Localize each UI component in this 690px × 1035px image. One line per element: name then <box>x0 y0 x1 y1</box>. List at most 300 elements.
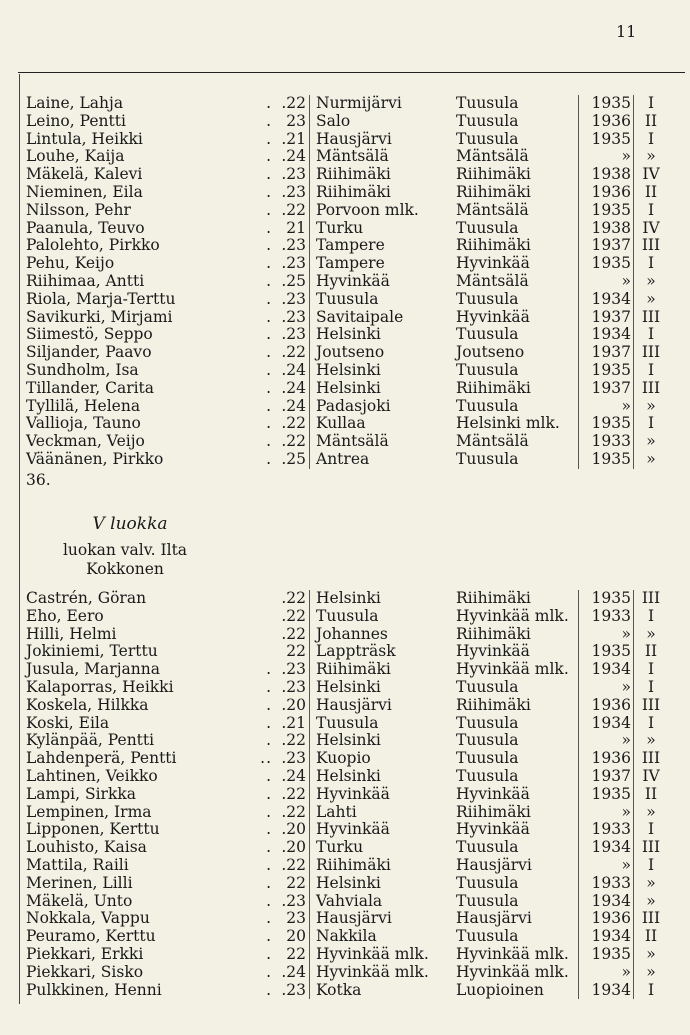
home-municipality: Riihimäki <box>456 378 531 397</box>
entry-class: I <box>647 980 655 999</box>
birthplace: Kuopio <box>316 749 371 768</box>
home-municipality: Tuusula <box>456 111 519 130</box>
table-row <box>0 893 690 911</box>
entry-class: I <box>647 660 655 679</box>
student-age: 21 <box>270 220 310 238</box>
entry-class: » <box>646 802 656 821</box>
leader-dots: . <box>266 200 272 219</box>
table-row <box>0 291 690 309</box>
entry-class: III <box>641 378 661 397</box>
student-name: Lampi, Sirkka <box>26 784 136 803</box>
student-age: .24 <box>270 380 310 398</box>
home-municipality: Hyvinkää <box>456 642 530 661</box>
table-row <box>0 148 690 166</box>
table-row <box>0 326 690 344</box>
leader-dots: . <box>266 94 272 112</box>
header-rule <box>18 72 685 73</box>
student-age: .20 <box>270 821 310 839</box>
student-age: .22 <box>270 626 310 644</box>
leader-dots: . <box>266 236 272 255</box>
student-age: .23 <box>270 661 310 679</box>
student-age: .22 <box>270 786 310 804</box>
entry-class: » <box>646 891 656 910</box>
student-name: Eho, Eero <box>26 606 104 625</box>
entry-class: » <box>646 396 656 415</box>
leader-dots: . <box>266 891 272 910</box>
birthplace: Helsinki <box>316 766 381 785</box>
leader-dots: . <box>266 784 272 803</box>
student-age: .25 <box>270 451 310 469</box>
home-municipality: Hausjärvi <box>456 909 532 928</box>
entry-class: III <box>641 909 661 928</box>
leader-dots: . <box>266 165 272 184</box>
student-age: .22 <box>270 590 310 608</box>
entry-class: IV <box>642 165 660 184</box>
student-age: .23 <box>270 679 310 697</box>
entry-year: » <box>578 804 634 822</box>
student-age: 22 <box>270 643 310 661</box>
home-municipality: Hyvinkää <box>456 254 530 273</box>
entry-class: I <box>647 820 655 839</box>
home-municipality: Tuusula <box>456 360 519 379</box>
birthplace: Salo <box>316 111 351 130</box>
entry-class: IV <box>642 218 660 237</box>
home-municipality: Mäntsälä <box>456 200 529 219</box>
entry-year: 1934 <box>578 291 634 309</box>
table-row <box>0 786 690 804</box>
student-count: 36. <box>26 471 51 489</box>
leader-dots: . <box>266 378 272 397</box>
leader-dots: . <box>266 944 272 963</box>
leader-dots: . <box>266 360 272 379</box>
home-municipality: Hausjärvi <box>456 855 532 874</box>
birthplace: Riihimäki <box>316 165 391 184</box>
table-row <box>0 202 690 220</box>
student-age: .21 <box>270 131 310 149</box>
birthplace: Kotka <box>316 980 362 999</box>
student-name: Kalaporras, Heikki <box>26 677 174 696</box>
student-name: Riihimaa, Antti <box>26 271 145 290</box>
student-age: .23 <box>270 309 310 327</box>
home-municipality: Tuusula <box>456 94 519 112</box>
supervisor-line-2: Kokkonen <box>86 560 164 578</box>
birthplace: Mäntsälä <box>316 432 389 451</box>
birthplace: Turku <box>316 218 364 237</box>
table-row <box>0 857 690 875</box>
entry-year: 1936 <box>578 750 634 768</box>
birthplace: Helsinki <box>316 360 381 379</box>
entry-year: 1934 <box>578 893 634 911</box>
entry-year: » <box>578 273 634 291</box>
table-row <box>0 166 690 184</box>
student-age: .24 <box>270 964 310 982</box>
leader-dots: . <box>266 909 272 928</box>
entry-class: » <box>646 624 656 643</box>
home-municipality: Tuusula <box>456 766 519 785</box>
entry-year: 1934 <box>578 326 634 344</box>
entry-year: 1934 <box>578 715 634 733</box>
table-row <box>0 643 690 661</box>
student-age: .22 <box>270 804 310 822</box>
home-municipality: Riihimäki <box>456 589 531 607</box>
birthplace: Riihimäki <box>316 660 391 679</box>
home-municipality: Riihimäki <box>456 624 531 643</box>
entry-year: 1933 <box>578 608 634 626</box>
student-name: Palolehto, Pirkko <box>26 236 160 255</box>
table-row <box>0 590 690 608</box>
table-row <box>0 608 690 626</box>
home-municipality: Tuusula <box>456 749 519 768</box>
student-age: .20 <box>270 697 310 715</box>
birthplace: Tuusula <box>316 713 379 732</box>
student-name: Merinen, Lilli <box>26 873 133 892</box>
entry-year: 1935 <box>578 451 634 469</box>
table-row <box>0 750 690 768</box>
entry-class: III <box>641 307 661 326</box>
student-name: Pulkkinen, Henni <box>26 980 162 999</box>
entry-class: I <box>647 677 655 696</box>
student-age: 22 <box>270 946 310 964</box>
entry-class: III <box>641 838 661 857</box>
home-municipality: Hyvinkää mlk. <box>456 606 569 625</box>
home-municipality: Mäntsälä <box>456 147 529 166</box>
student-age: .22 <box>270 857 310 875</box>
student-age: .24 <box>270 148 310 166</box>
leader-dots: . <box>266 855 272 874</box>
entry-class: I <box>647 129 655 148</box>
table-row <box>0 433 690 451</box>
student-age: 20 <box>270 928 310 946</box>
entry-class: » <box>646 432 656 451</box>
entry-class: » <box>646 289 656 308</box>
entry-year: 1934 <box>578 928 634 946</box>
home-municipality: Hyvinkää <box>456 307 530 326</box>
student-name: Pehu, Keijo <box>26 254 115 273</box>
leader-dots: . <box>266 820 272 839</box>
student-name: Lahdenperä, Pentti <box>26 749 177 768</box>
birthplace: Hausjärvi <box>316 129 392 148</box>
entry-year: 1934 <box>578 982 634 1000</box>
student-name: Savikurki, Mirjami <box>26 307 173 326</box>
home-municipality: Tuusula <box>456 129 519 148</box>
table-row <box>0 964 690 982</box>
leader-dots: . <box>266 271 272 290</box>
birthplace: Kullaa <box>316 414 366 433</box>
student-name: Vallioja, Tauno <box>26 414 141 433</box>
entry-year: 1935 <box>578 362 634 380</box>
table-row <box>0 344 690 362</box>
leader-dots: . <box>266 962 272 981</box>
entry-class: » <box>646 271 656 290</box>
student-age: .22 <box>270 732 310 750</box>
birthplace: Hausjärvi <box>316 909 392 928</box>
student-name: Nilsson, Pehr <box>26 200 131 219</box>
home-municipality: Tuusula <box>456 218 519 237</box>
entry-year: 1937 <box>578 237 634 255</box>
student-name: Koski, Eila <box>26 713 110 732</box>
class-v-student-list <box>0 590 690 999</box>
student-age: .24 <box>270 768 310 786</box>
birthplace: Helsinki <box>316 873 381 892</box>
student-name: Mattila, Raili <box>26 855 129 874</box>
home-municipality: Joutseno <box>456 343 525 362</box>
student-age: .23 <box>270 255 310 273</box>
home-municipality: Luopioinen <box>456 980 544 999</box>
entry-year: 1937 <box>578 380 634 398</box>
student-name: Jusula, Marjanna <box>26 660 160 679</box>
entry-year: 1938 <box>578 220 634 238</box>
leader-dots: . <box>266 432 272 451</box>
student-name: Piekkari, Sisko <box>26 962 144 981</box>
student-name: Lempinen, Irma <box>26 802 152 821</box>
table-row <box>0 237 690 255</box>
student-name: Tyllilä, Helena <box>26 396 141 415</box>
birthplace: Tuusula <box>316 606 379 625</box>
leader-dots: . <box>266 254 272 273</box>
table-row <box>0 928 690 946</box>
student-name: Piekkari, Erkki <box>26 944 144 963</box>
entry-class: III <box>641 695 661 714</box>
birthplace: Helsinki <box>316 589 381 607</box>
entry-class: II <box>644 784 658 803</box>
table-row <box>0 661 690 679</box>
student-name: Koskela, Hilkka <box>26 695 149 714</box>
student-name: Riola, Marja-Terttu <box>26 289 176 308</box>
student-age: 23 <box>270 113 310 131</box>
student-name: Siljander, Paavo <box>26 343 152 362</box>
home-municipality: Hyvinkää mlk. <box>456 944 569 963</box>
table-row <box>0 220 690 238</box>
entry-class: I <box>647 94 655 112</box>
birthplace: Padasjoki <box>316 396 391 415</box>
birthplace: Vahviala <box>316 891 383 910</box>
home-municipality: Riihimäki <box>456 182 531 201</box>
student-age: .22 <box>270 415 310 433</box>
birthplace: Lahti <box>316 802 357 821</box>
entry-year: 1935 <box>578 255 634 273</box>
leader-dots: . <box>266 414 272 433</box>
home-municipality: Riihimäki <box>456 165 531 184</box>
entry-year: » <box>578 148 634 166</box>
leader-dots: . <box>266 218 272 237</box>
home-municipality: Tuusula <box>456 289 519 308</box>
table-row <box>0 398 690 416</box>
birthplace: Antrea <box>316 449 370 468</box>
leader-dots: .. <box>260 749 272 768</box>
student-age: .22 <box>270 95 310 113</box>
student-name: Nieminen, Eila <box>26 182 143 201</box>
entry-class: I <box>647 325 655 344</box>
birthplace: Helsinki <box>316 731 381 750</box>
home-municipality: Tuusula <box>456 325 519 344</box>
entry-year: » <box>578 679 634 697</box>
entry-class: III <box>641 749 661 768</box>
birthplace: Riihimäki <box>316 182 391 201</box>
student-age: .23 <box>270 750 310 768</box>
entry-year: 1935 <box>578 131 634 149</box>
student-name: Louhisto, Kaisa <box>26 838 147 857</box>
home-municipality: Hyvinkää mlk. <box>456 962 569 981</box>
birthplace: Helsinki <box>316 378 381 397</box>
home-municipality: Hyvinkää <box>456 820 530 839</box>
leader-dots: . <box>266 695 272 714</box>
student-age: .23 <box>270 893 310 911</box>
entry-class: I <box>647 713 655 732</box>
student-name: Laine, Lahja <box>26 94 124 112</box>
table-row <box>0 946 690 964</box>
entry-year: 1935 <box>578 415 634 433</box>
entry-year: 1933 <box>578 433 634 451</box>
student-age: .23 <box>270 237 310 255</box>
table-row <box>0 184 690 202</box>
home-municipality: Tuusula <box>456 891 519 910</box>
birthplace: Lappträsk <box>316 642 396 661</box>
table-row <box>0 95 690 113</box>
home-municipality: Tuusula <box>456 449 519 468</box>
student-name: Leino, Pentti <box>26 111 126 130</box>
entry-class: » <box>646 962 656 981</box>
home-municipality: Riihimäki <box>456 695 531 714</box>
entry-year: 1936 <box>578 910 634 928</box>
entry-year: » <box>578 398 634 416</box>
student-name: Lintula, Heikki <box>26 129 143 148</box>
table-row <box>0 679 690 697</box>
student-age: .22 <box>270 608 310 626</box>
home-municipality: Tuusula <box>456 731 519 750</box>
birthplace: Hyvinkää <box>316 820 390 839</box>
leader-dots: . <box>266 927 272 946</box>
entry-class: II <box>644 111 658 130</box>
student-name: Jokiniemi, Terttu <box>26 642 158 661</box>
class-supervisor <box>40 541 210 579</box>
table-row <box>0 415 690 433</box>
entry-class: I <box>647 414 655 433</box>
student-age: .23 <box>270 982 310 1000</box>
student-name: Veckman, Veijo <box>26 432 145 451</box>
entry-year: 1938 <box>578 166 634 184</box>
leader-dots: . <box>266 660 272 679</box>
student-age: 22 <box>270 875 310 893</box>
table-row <box>0 113 690 131</box>
table-row <box>0 821 690 839</box>
table-row <box>0 804 690 822</box>
student-age: .23 <box>270 184 310 202</box>
entry-year: 1935 <box>578 590 634 608</box>
leader-dots: . <box>266 838 272 857</box>
leader-dots: . <box>266 182 272 201</box>
leader-dots: . <box>266 731 272 750</box>
home-municipality: Tuusula <box>456 677 519 696</box>
table-row <box>0 255 690 273</box>
student-name: Paanula, Teuvo <box>26 218 145 237</box>
student-age: .21 <box>270 715 310 733</box>
leader-dots: . <box>266 343 272 362</box>
entry-year: 1935 <box>578 202 634 220</box>
home-municipality: Hyvinkää mlk. <box>456 660 569 679</box>
leader-dots: . <box>266 449 272 468</box>
student-name: Lahtinen, Veikko <box>26 766 158 785</box>
student-name: Peuramo, Kerttu <box>26 927 156 946</box>
birthplace: Riihimäki <box>316 855 391 874</box>
entry-class: III <box>641 343 661 362</box>
birthplace: Tuusula <box>316 289 379 308</box>
entry-class: II <box>644 927 658 946</box>
student-age: .24 <box>270 362 310 380</box>
student-age: .22 <box>270 202 310 220</box>
table-row <box>0 451 690 469</box>
entry-class: III <box>641 236 661 255</box>
entry-year: 1937 <box>578 309 634 327</box>
birthplace: Nurmijärvi <box>316 94 402 112</box>
entry-year: 1934 <box>578 839 634 857</box>
birthplace: Helsinki <box>316 677 381 696</box>
table-row <box>0 131 690 149</box>
leader-dots: . <box>266 873 272 892</box>
student-name: Kylänpää, Pentti <box>26 731 155 750</box>
leader-dots: . <box>266 677 272 696</box>
home-municipality: Helsinki mlk. <box>456 414 560 433</box>
table-row <box>0 273 690 291</box>
table-row <box>0 626 690 644</box>
table-row <box>0 309 690 327</box>
table-row <box>0 768 690 786</box>
entry-class: I <box>647 200 655 219</box>
leader-dots: . <box>266 307 272 326</box>
birthplace: Johannes <box>316 624 388 643</box>
birthplace: Hyvinkää <box>316 271 390 290</box>
home-municipality: Tuusula <box>456 838 519 857</box>
leader-dots: . <box>266 147 272 166</box>
entry-class: » <box>646 147 656 166</box>
leader-dots: . <box>266 713 272 732</box>
entry-class: III <box>641 589 661 607</box>
leader-dots: . <box>266 111 272 130</box>
entry-year: 1936 <box>578 184 634 202</box>
leader-dots: . <box>266 802 272 821</box>
leader-dots: . <box>266 980 272 999</box>
birthplace: Hyvinkää <box>316 784 390 803</box>
home-municipality: Hyvinkää <box>456 784 530 803</box>
entry-class: » <box>646 449 656 468</box>
student-age: .24 <box>270 398 310 416</box>
entry-year: 1935 <box>578 786 634 804</box>
student-age: .23 <box>270 291 310 309</box>
leader-dots: . <box>266 396 272 415</box>
entry-year: 1936 <box>578 113 634 131</box>
supervisor-line-1: luokan valv. Ilta <box>62 541 188 559</box>
birthplace: Hyvinkää mlk. <box>316 944 429 963</box>
birthplace: Hyvinkää mlk. <box>316 962 429 981</box>
entry-year: 1934 <box>578 661 634 679</box>
student-age: 23 <box>270 910 310 928</box>
home-municipality: Mäntsälä <box>456 432 529 451</box>
table-row <box>0 380 690 398</box>
leader-dots: . <box>266 129 272 148</box>
entry-year: 1937 <box>578 768 634 786</box>
entry-class: I <box>647 855 655 874</box>
birthplace: Nakkila <box>316 927 377 946</box>
entry-year: 1933 <box>578 875 634 893</box>
home-municipality: Mäntsälä <box>456 271 529 290</box>
entry-year: » <box>578 857 634 875</box>
entry-class: » <box>646 873 656 892</box>
birthplace: Joutseno <box>316 343 385 362</box>
student-name: Hilli, Helmi <box>26 624 117 643</box>
student-name: Mäkelä, Unto <box>26 891 133 910</box>
table-row <box>0 732 690 750</box>
entry-class: I <box>647 254 655 273</box>
student-name: Lipponen, Kerttu <box>26 820 160 839</box>
